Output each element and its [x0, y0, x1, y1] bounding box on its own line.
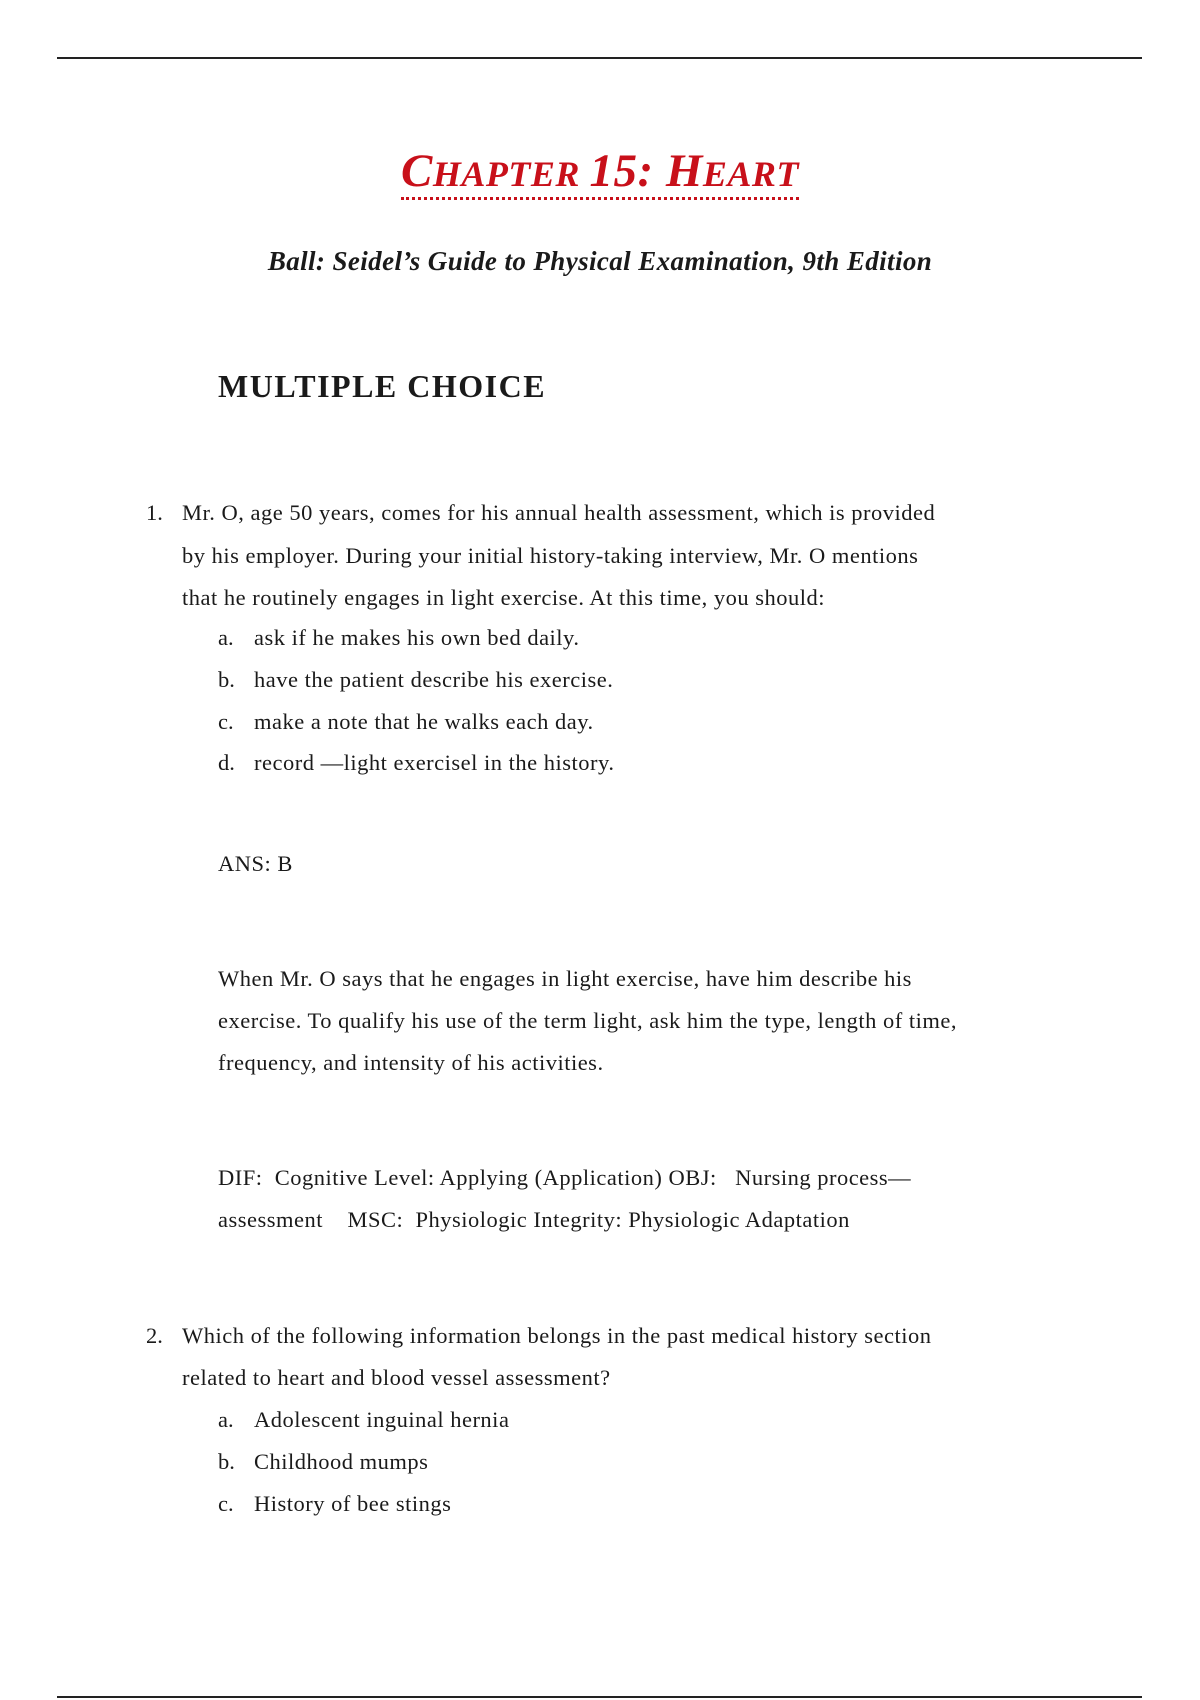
option-text: make a note that he walks each day. [254, 709, 594, 734]
rationale-line: exercise. To qualify his use of the term light, ask him the type, length of time, [218, 1008, 957, 1033]
question-number: 1. [146, 500, 163, 525]
option-text: Childhood mumps [254, 1449, 429, 1474]
option-letter: c. [218, 1491, 234, 1516]
rationale-line: When Mr. O says that he engages in light exercise, have him describe his [218, 966, 912, 991]
chapter-title [0, 145, 1200, 200]
question-metadata-line: DIF: Cognitive Level: Applying (Application) OBJ: Nursing process— [218, 1165, 912, 1190]
option-text: have the patient describe his exercise. [254, 667, 614, 692]
option-letter: b. [218, 667, 235, 692]
question-stem-line: that he routinely engages in light exercise. At this time, you should: [182, 585, 826, 610]
question-metadata-line: assessment MSC: Physiologic Integrity: Physiologic Adaptation [218, 1207, 850, 1232]
option-text: Adolescent inguinal hernia [254, 1407, 510, 1432]
question-stem-line: Which of the following information belongs in the past medical history section [182, 1323, 932, 1348]
chapter-title-underlined [401, 145, 799, 200]
rationale-line: frequency, and intensity of his activities. [218, 1050, 604, 1075]
option-text: History of bee stings [254, 1491, 452, 1516]
question-stem-line: by his employer. During your initial history-taking interview, Mr. O mentions [182, 543, 919, 568]
option-letter: c. [218, 709, 234, 734]
option-letter: a. [218, 1407, 234, 1432]
question-number: 2. [146, 1323, 163, 1348]
top-rule [57, 57, 1142, 59]
option-letter: b. [218, 1449, 235, 1474]
option-letter: d. [218, 750, 235, 775]
chapter-title-part: HAPTER [432, 154, 590, 194]
book-subtitle: Ball: Seidel’s Guide to Physical Examination, 9th Edition [267, 246, 933, 276]
chapter-title-part: C [401, 145, 433, 197]
answer-key: ANS: B [218, 851, 293, 876]
chapter-title-part: EART [702, 154, 799, 194]
option-text: ask if he makes his own bed daily. [254, 625, 580, 650]
option-text: record —light exercisel in the history. [254, 750, 615, 775]
bottom-rule [57, 1696, 1142, 1698]
chapter-title-part: 15: H [589, 145, 703, 197]
question-stem-line: related to heart and blood vessel assessment? [182, 1365, 611, 1390]
section-heading: MULTIPLE CHOICE [218, 368, 547, 404]
question-stem-line: Mr. O, age 50 years, comes for his annual health assessment, which is provided [182, 500, 936, 525]
option-letter: a. [218, 625, 234, 650]
